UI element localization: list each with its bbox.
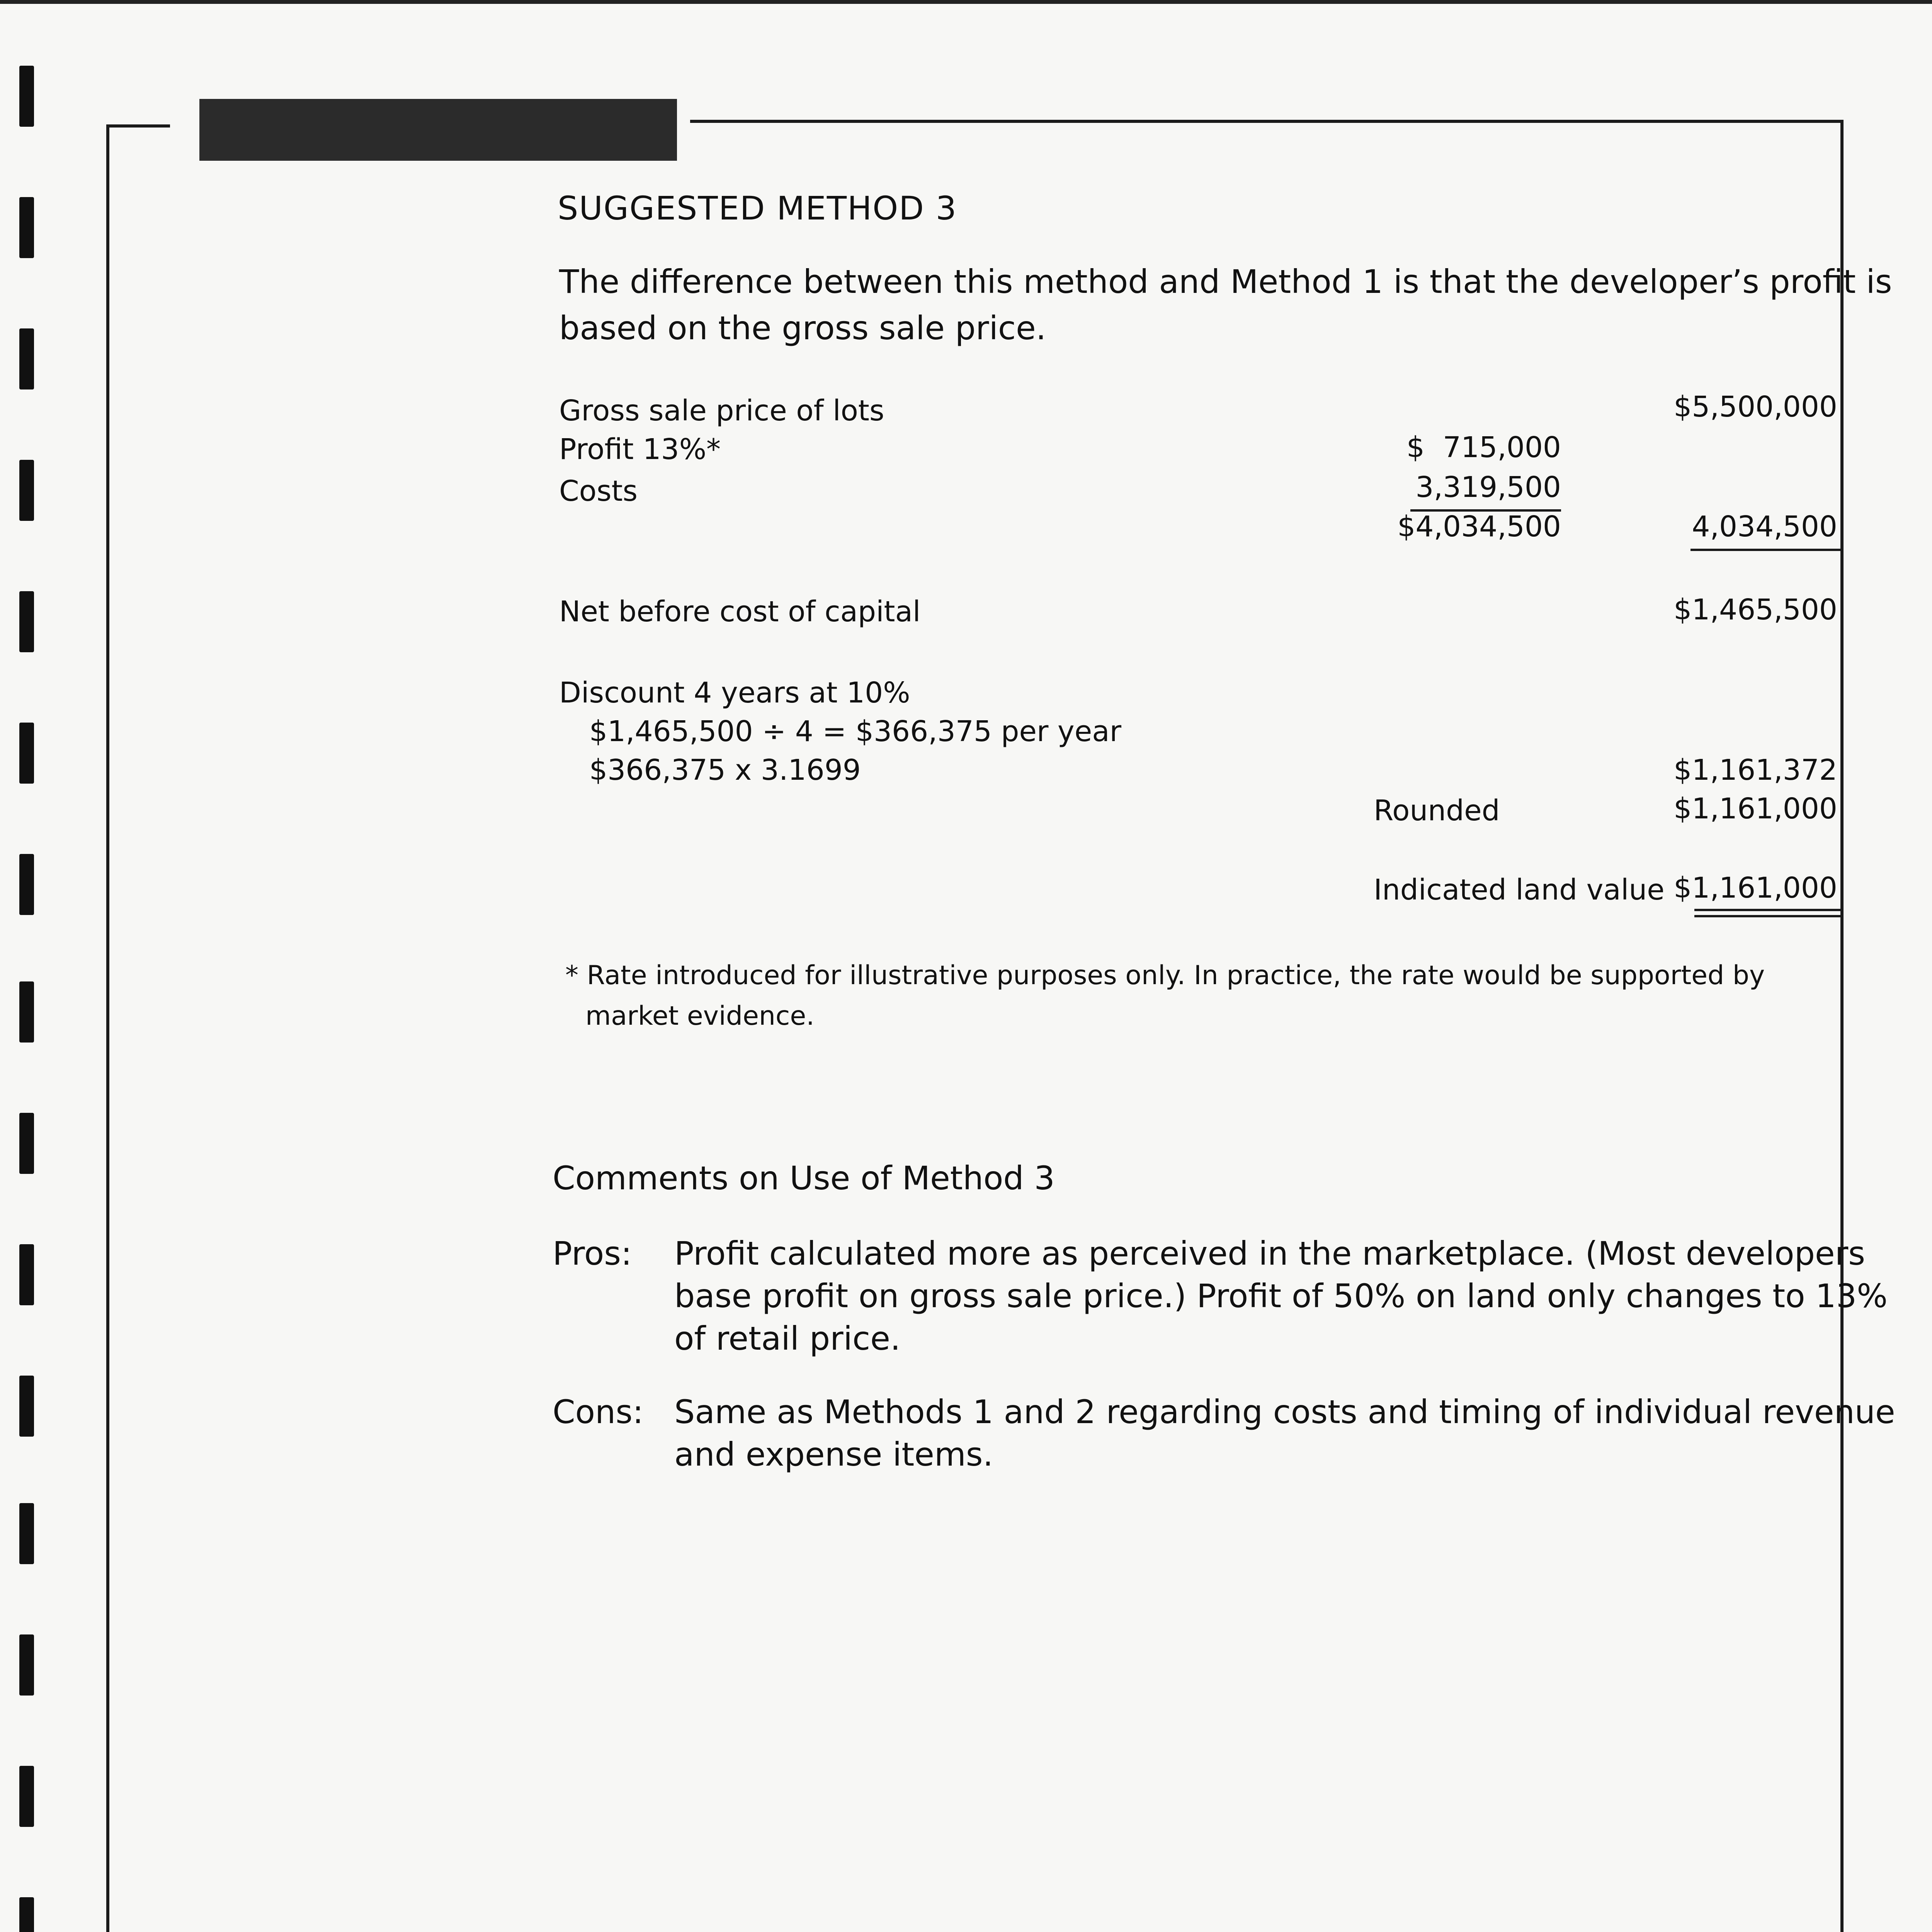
net-label: Net before cost of capital [559,595,921,628]
discount-calc-line: $1,465,500 ÷ 4 = $366,375 per year [589,715,1122,748]
costs-label: Costs [559,474,638,508]
rounded-value: $1,161,000 [1673,792,1837,825]
binding-hole [19,66,34,127]
binding-hole [19,197,34,258]
double-rule [1694,909,1841,911]
pros-text: base profit on gross sale price.) Profit of 50% on land only changes to 13% [674,1277,1888,1315]
subtotal-right: 4,034,500 [1692,510,1837,543]
land-value: $1,161,000 [1673,871,1837,905]
binding-hole [19,1897,34,1932]
binding-holes [19,0,35,1932]
section-header-bar [199,99,677,161]
discount-calc-line: $366,375 x 3.1699 [589,753,861,787]
frame-line [106,124,170,128]
intro-text: based on the gross sale price. [559,309,1046,347]
intro-text: The difference between this method and Method 1 is that the developer’s profit is [559,263,1892,301]
footnote: market evidence. [585,1001,815,1031]
binding-hole [19,460,34,521]
binding-hole [19,1634,34,1696]
cons-label: Cons: [553,1393,644,1431]
frame-line [106,124,109,1932]
footnote: * Rate introduced for illustrative purposes only. In practice, the rate would be supported by [565,960,1765,991]
scan-top-edge [0,0,1932,4]
comments-heading: Comments on Use of Method 3 [553,1159,1055,1197]
binding-hole [19,1503,34,1564]
gross-sale-label: Gross sale price of lots [559,394,884,427]
subtotal-right-rule [1690,549,1841,551]
rounded-label: Rounded [1374,794,1500,827]
binding-hole [19,723,34,784]
binding-hole [19,591,34,652]
binding-hole [19,854,34,915]
binding-hole [19,1376,34,1437]
double-rule [1694,915,1841,917]
discount-label: Discount 4 years at 10% [559,676,910,709]
net-value: $1,465,500 [1673,593,1837,626]
binding-hole [19,1766,34,1827]
binding-hole [19,328,34,389]
costs-value: 3,319,500 [1415,471,1561,504]
binding-hole [19,1244,34,1305]
frame-line [690,120,1844,123]
section-heading: SUGGESTED METHOD 3 [558,189,957,227]
binding-hole [19,981,34,1043]
cons-text: and expense items. [674,1435,993,1473]
cons-text: Same as Methods 1 and 2 regarding costs and timing of individual revenue [674,1393,1895,1431]
pros-text: of retail price. [674,1320,901,1357]
land-value-label: Indicated land value [1374,873,1665,906]
profit-label: Profit 13%* [559,433,721,466]
discount-value: $1,161,372 [1673,753,1837,787]
frame-line [1840,120,1844,1932]
binding-hole [19,1113,34,1174]
profit-value: $ 715,000 [1406,431,1561,464]
pros-text: Profit calculated more as perceived in the marketplace. (Most developers [674,1235,1865,1272]
subtotal-mid: $4,034,500 [1397,510,1561,543]
gross-sale-value: $5,500,000 [1673,390,1837,423]
pros-label: Pros: [553,1235,632,1272]
